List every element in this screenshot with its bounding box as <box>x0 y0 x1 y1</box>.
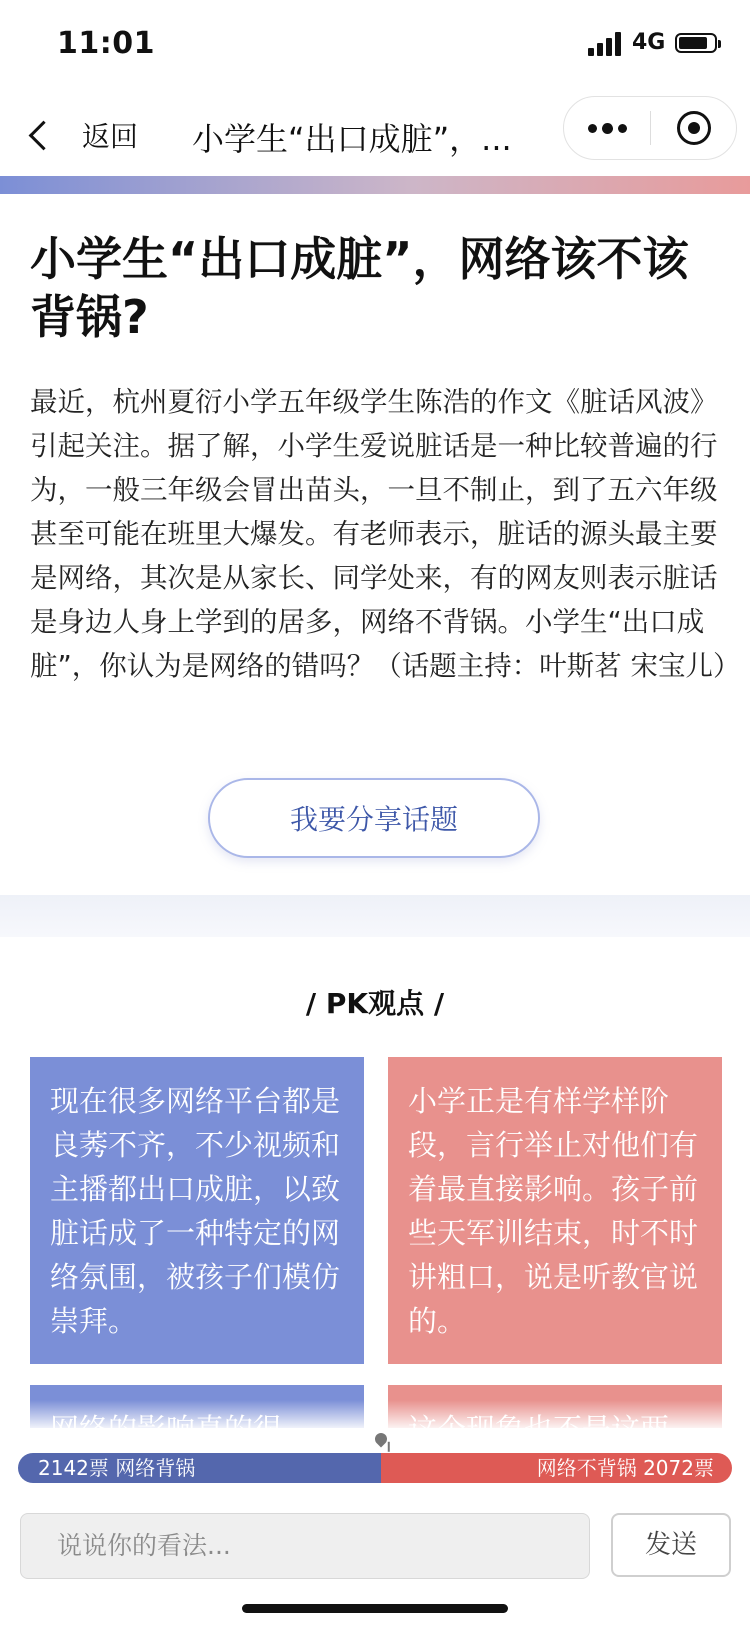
back-button[interactable] <box>25 112 138 158</box>
opinion-card-blue[interactable]: 现在很多网络平台都是良莠不齐，不少视频和主播都出口成脏，以致脏话成了一种特定的网络氛围，被孩子们模仿崇拜。 <box>30 1057 364 1364</box>
pk-title: / PK观点 / <box>305 987 445 1020</box>
home-indicator <box>242 1604 508 1613</box>
chevron-left-icon <box>29 120 59 150</box>
back-label: 返回 <box>82 120 139 153</box>
vote-right[interactable]: 网络不背锅 2072票 <box>381 1453 732 1483</box>
signal-icon <box>588 32 622 56</box>
comment-input[interactable]: 说说你的看法... <box>20 1513 590 1579</box>
share-topic-button[interactable]: 我要分享话题 <box>208 778 540 858</box>
header-gradient-bar <box>0 176 750 194</box>
bottom-fade <box>0 1400 750 1430</box>
close-target-icon[interactable] <box>677 111 711 145</box>
mini-program-capsule <box>563 96 737 160</box>
vote-left[interactable]: 2142票 网络背锅 <box>18 1453 381 1483</box>
section-divider <box>0 895 750 937</box>
nav-title: 小学生“出口成脏”，... <box>192 120 512 158</box>
opinion-card-red[interactable]: 小学正是有样学样阶段，言行举止对他们有着最直接影响。孩子前些天军训结束，时不时讲粗口，说是听教官说的。 <box>388 1057 722 1364</box>
article-body: 最近，杭州夏衍小学五年级学生陈浩的作文《脏话风波》引起关注。据了解，小学生爱说脏话是一种比较普遍的行为，一般三年级会冒出苗头，一旦不制止，到了五六年级甚至可能在班里大爆发。有老师表示，脏话的源头最主要是网络，其次是从家长、同学处来，有的网友则表示脏话是身边人身上学到的居多，网络不背锅。小学生“出口成脏”，你认为是网络的错吗？（话题主持：叶斯茗 宋宝儿） <box>30 386 741 682</box>
nav-bar <box>0 92 750 178</box>
status-bar <box>0 0 750 92</box>
capsule-divider <box>650 111 651 145</box>
status-time: 11:01 <box>57 26 155 61</box>
network-type: 4G <box>632 30 666 55</box>
battery-icon <box>675 33 717 53</box>
article-title: 小学生“出口成脏”，网络该不该背锅? <box>30 232 689 344</box>
more-icon[interactable] <box>588 124 627 134</box>
vote-bar <box>18 1453 732 1483</box>
send-button[interactable]: 发送 <box>611 1513 731 1577</box>
